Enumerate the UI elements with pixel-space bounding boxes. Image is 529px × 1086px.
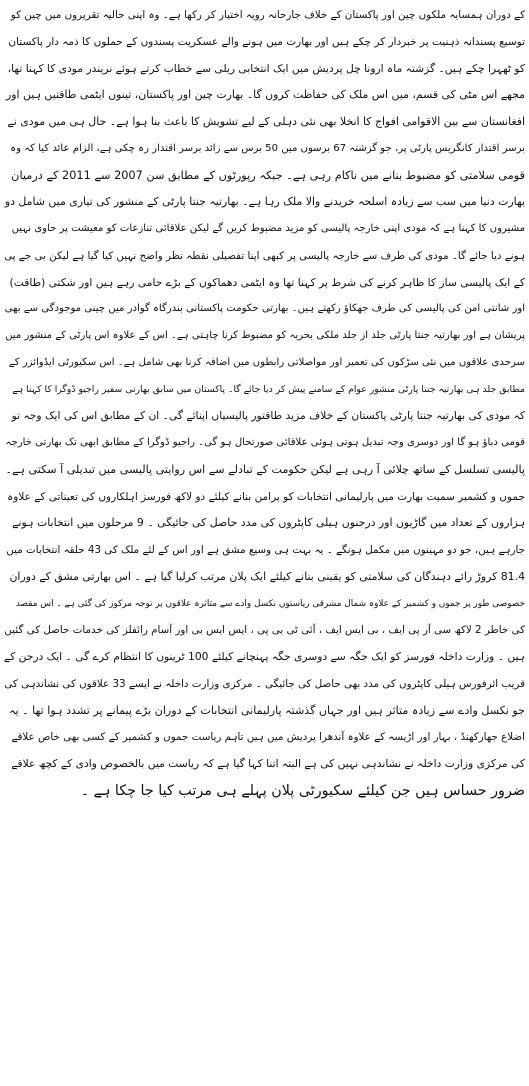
article-line: کو ٹھہرا چکے ہیں۔ گزشتہ ماہ ارونا چل پردیش میں ایک انتخابی ریلی سے خطاب کرتے ہوئے نریندر مودی کا کہنا تھا،	[7, 61, 525, 75]
article-line: ہیں ۔ وزارت داخلہ فورسز کو ایک جگہ سے دوسری جگہ پہنچانے کیلئے 100 ٹرینوں کا انتظام کرے گی ۔ ایک درجن کے	[3, 650, 525, 663]
article-line: مجھے اس مٹی کی قسم، میں اس ملک کی حفاظت کروں گا۔ بھارت چین اور پاکستان، تینوں ایٹمی طاقتیں ہیں اور	[5, 88, 525, 102]
article-line: کے ایک پالیسی ساز کا ظاہر کرنے کی شرط پر کہنا تھا وہ ایٹمی دھماکوں کے بڑے حامی رہے ہیں اور شکتی (طاقت)	[9, 275, 525, 289]
article-line: ہزاروں کے تعداد میں گاڑیوں اور درجنوں ہیلی کاپٹروں کی مدد حاصل کی جائیگی ۔ 9 مرحلوں میں انتخابات ہونے	[12, 516, 525, 530]
article-line: جارہے ہیں، جو دو مہینوں میں مکمل ہونگے ۔ یہ بہت ہی وسیع مشق ہے اور اس کے لئے ملک کی 43 حلقہ انتخابات میں	[6, 544, 525, 556]
article-line: توسیع پسندانہ ذہنیت پر خبردار کر چکے ہیں اور بھارت میں ہونے والے عسکریت پسندوں کے حملوں کا ذمہ دار پاکستان	[8, 35, 525, 48]
article-line: مشیروں کا کہنا ہے کہ مودی اپنی خارجہ پالیسی کو مزید مضبوط کریں گے لیکن علاقائی تنازعات کو معیشت پر حاوی نہیں	[11, 223, 525, 234]
article-line: مطابق جلد ہی بھارتیہ جنتا پارٹی منشور عوام کے سامنے پیش کر دیا جائے گا۔ پاکستان میں سابق بھارتی سفیر راجیو ڈوگرا کا کہنا ہے	[12, 383, 525, 395]
article-line: قومی سلامتی کو مضبوط بنانے میں ناکام رہی ہے۔ جبکہ رپورٹوں کے مطابق سن 2007 سے 2011 کے درمیان	[11, 168, 525, 182]
article-line: کی خاطر 2 لاکھ سی آر پی ایف ، بی ایس ایف ، آئی ٹی بی پی ، ایس ایس بی اور آسام رائفلز کی خدمات حاصل کی گئیں	[4, 624, 525, 637]
article-line: خصوصی طور پر جموں و کشمیر کے علاوہ شمال مشرقی ریاستوں نکسل وادے سے متاثرہ علاقوں پر توجہ مرکوز کی گئی ہے ۔ اس مقصد	[15, 598, 525, 609]
article-line: جو نکسل وادے سے زیادہ متاثر ہیں اور جہاں گذشتہ پارلیمانی انتخابات کے دوران بڑے پیمانے پر تشدد ہوا تھا ۔ یہ	[9, 703, 525, 717]
article-body	[0, 2, 529, 805]
article-line: کے دوران ہمسایہ ملکوں چین اور پاکستان کے خلاف جارحانہ رویہ اختیار کر رکھا ہے۔ وہ اپنی حالیہ تقریروں میں چین کو	[10, 9, 525, 21]
article-line: بھارت دنیا میں سب سے زیادہ اسلحہ خریدنے والا ملک رہا ہے۔ بھارتیہ جنتا پارٹی کے منشور کی تیاری میں شامل دو	[4, 195, 525, 209]
article-line: افغانستان سے بین الاقوامی افواج کا انخلا بھی نئی دہلی کے لیے تشویش کا باعث بنا ہوا ہے۔ حال ہی میں مودی نے	[7, 115, 525, 128]
article-line: سرحدی علاقوں میں نئی سڑکوں کی تعمیر اور مواصلاتی رابطوں میں اضافہ کرنا بھی شامل ہے۔ اس سکیورٹی ایڈوائزر کے	[8, 356, 525, 368]
article-line: قومی دباؤ ہو گا اور دوسری وجہ تبدیل ہوتی ہوئی علاقائی صورتحال ہو گی۔ راجیو ڈوگرا کے مطابق ابھی تک بھارتی خارجہ	[5, 437, 525, 448]
article-line: کہ مودی کی بھارتیہ جنتا پارٹی پاکستان کے خلاف مزید طاقتور پالیسیاں اپنائے گی۔ ان کے مطابق اس کی ایک وجہ تو	[11, 409, 525, 423]
article-line: قریب ائرفورس ہیلی کاپٹروں کی مدد بھی حاصل کی جائیگی ۔ مرکزی وزارت داخلہ نے ایسے 33 علاقوں کی نشاندہی کی	[4, 677, 525, 690]
article-line: 81.4 کروڑ رائے دہندگان کی سلامتی کو یقینی بنانے کیلئے ایک پلان مرتب کرلیا گیا ہے ۔ اس بھارتی مشق کے دوران	[9, 569, 525, 583]
article-line: برسر اقتدار کانگریس پارٹی پر، جو گزشتہ 67 برسوں میں 50 برس سے زائد برسر اقتدار رہ چکی ہے، الزام عائد کیا کہ وہ	[10, 142, 525, 154]
article-line: جموں و کشمیر سمیت بھارت میں پارلیمانی انتخابات کو پرامن بنانے کیلئے دو لاکھ فورسز اہلکاروں کی تعیناتی کے علاوہ	[7, 490, 525, 503]
article-line: اور شانتی امن کی پالیسی کی طرف جھکاؤ رکھتے ہیں۔ بھارتی حکومت پاکستانی بندرگاہ گوادر میں چینی موجودگی سے بھی	[4, 303, 525, 315]
article-line: پریشان ہے اور بھارتیہ جنتا پارٹی جلد از جلد ملکی بحریہ کو مضبوط کرنا چاہتی ہے۔ اس کے علاوہ اس پارٹی کے منشور میں	[5, 330, 525, 341]
article-line: ضرور حساس ہیں جن کیلئے سکیورٹی پلان پہلے ہی مرتب کیا جا چکا ہے ۔	[80, 782, 525, 799]
article-line: ہونے دیا جائے گا۔ مودی کی طرف سے خارجہ پالیسی پر کبھی اپنا تفصیلی نقطہ نظر واضح نہیں کیا گیا ہے لیکن بی جے پی	[4, 249, 525, 262]
article-line: اضلاع جھارکھنڈ ، بہار اور اڑیسہ کے علاوہ آندھرا پردیش میں ہیں تاہم ریاست جموں و کشمیر کے کسی بھی خاص علاقے	[11, 731, 525, 744]
article-line: کی مرکزی وزارت داخلہ نے نشاندہی نہیں کی ہے البتہ اتنا کہا گیا ہے کہ ریاست میں بالخصوص وادی کے کچھ علاقے	[11, 757, 525, 770]
article-line: پالیسی تسلسل کے ساتھ چلائی آ رہی ہے لیکن حکومت کے تبادلے سے اس روایتی پالیسی میں تبدیلی آ سکتی ہے۔	[5, 462, 525, 476]
